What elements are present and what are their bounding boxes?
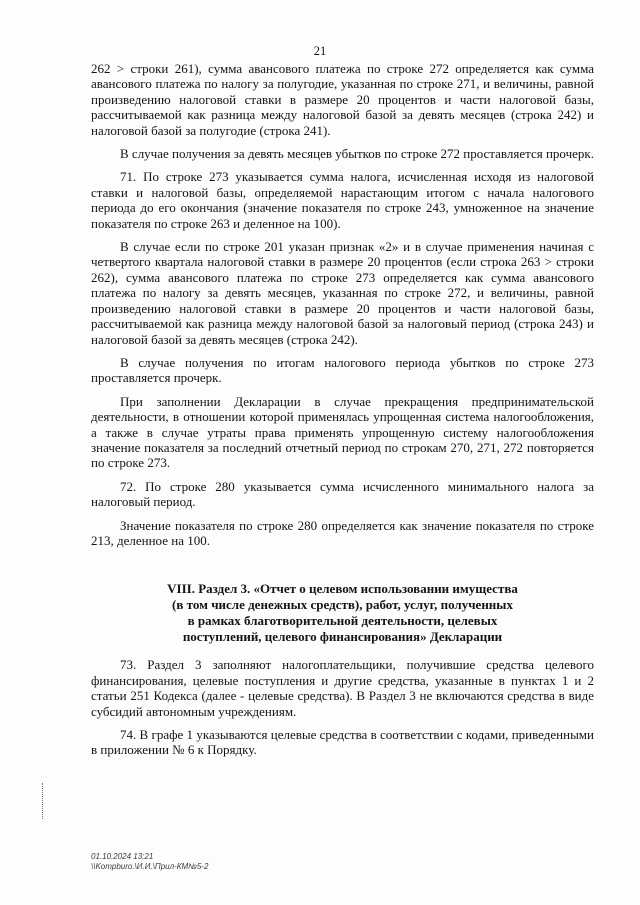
- paragraph-72: 72. По строке 280 указывается сумма исчисленного минимального налога за налоговый период.: [91, 478, 594, 510]
- footer-file-path: \\Kompburo.\И.И.\Прил-КМ№5-2: [91, 862, 209, 871]
- section-heading: [91, 581, 594, 645]
- paragraph: Значение показателя по строке 280 определяется как значение показателя по строке 213, деленное на 100.: [91, 517, 594, 548]
- section-heading-line: (в том числе денежных средств), работ, услуг, полученных: [172, 597, 513, 613]
- paragraph-74: 74. В графе 1 указываются целевые средства в соответствии с кодами, приведенными в приложении № 6 к Порядку.: [91, 727, 594, 758]
- paragraph: При заполнении Декларации в случае прекращения предпринимательской деятельности, в отношении которой применялась упрощенная система налогообложения, а также в случае утраты права применять упрощенную систему налогообложения значение показателя за последний отчетный период по строкам 270, 271, 272 повторяется по строке 273.: [91, 393, 594, 471]
- section-heading-line: поступлений, целевого финансирования» Декларации: [182, 629, 503, 645]
- paragraph: В случае получения по итогам налогового периода убытков по строке 273 проставляется прочерк.: [91, 354, 594, 386]
- paragraph: В случае получения за девять месяцев убытков по строке 272 проставляется прочерк.: [120, 146, 594, 162]
- file-stamp-footer: [91, 852, 208, 872]
- footer-timestamp: 01.10.2024 13:21: [91, 852, 154, 861]
- page-number: 21: [313, 44, 327, 58]
- paragraph-continuation: 262 > строки 261), сумма авансового платежа по строке 272 определяется как сумма авансового платежа по налогу за полугодие, указанная по строке 271, и величины, равной произведению налоговой ставки в размере 20 процентов и части налоговой базы, рассчитываемой как разница между налоговой базой за девять месяцев (строка 242) и налоговой базой за полугодие (строка 241).: [91, 61, 594, 138]
- section-heading-line: в рамках благотворительной деятельности, целевых: [187, 613, 498, 629]
- section-heading-line: VIII. Раздел 3. «Отчет о целевом использовании имущества: [167, 581, 518, 597]
- paragraph-71: 71. По строке 273 указывается сумма налога, исчисленная исходя из налоговой ставки и налоговой базы, определяемой нарастающим итогом с начала налогового периода до его окончания (значение показателя по строке 243, умноженное на значение показателя по строке 263 и деленное на 100).: [91, 169, 594, 231]
- margin-mark: [42, 783, 46, 819]
- document-body: [91, 61, 594, 758]
- paragraph-73: 73. Раздел 3 заполняют налогоплательщики, получившие средства целевого финансирования, целевые поступления и другие средства, указанные в пунктах 1 и 2 статьи 251 Кодекса (далее - целевые средства). В Раздел 3 не включаются средства в виде субсидий автономным учреждениям.: [91, 657, 594, 719]
- paragraph: В случае если по строке 201 указан признак «2» и в случае применения начиная с четвертого квартала налоговой ставки в размере 20 процентов (если строка 263 > строки 262), сумма авансового платежа по строке 273 определяется как сумма авансового платежа по налогу за девять месяцев, указанная по строке 272, и величины, равной произведению налоговой ставки в размере 20 процентов и части налоговой базы, рассчитываемой как разница между налоговой базой за налоговый период (строка 243) и налоговой базой за девять месяцев (строка 242).: [91, 239, 594, 347]
